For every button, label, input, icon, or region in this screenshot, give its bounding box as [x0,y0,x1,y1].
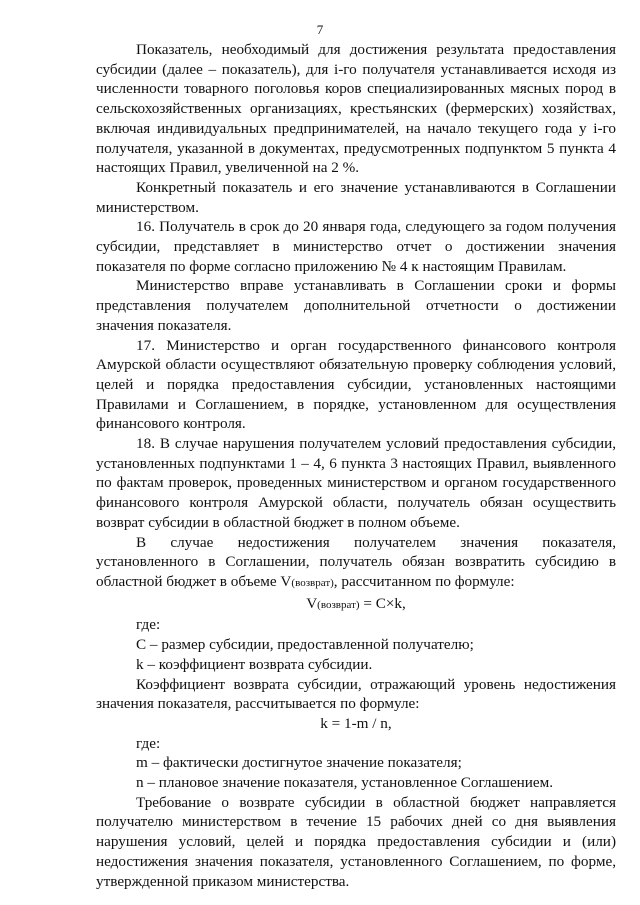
page-number: 7 [316,22,324,37]
definition-k: k – коэффициент возврата субсидии. [136,655,373,673]
definition-n: n – плановое значение показателя, установленное Соглашением. [136,774,554,792]
formula-coefficient: k = 1-m / n, [320,714,392,732]
paragraph-coefficient: Коэффициент возврата субсидии, отражающий уровень недостижения значения показателя, рассчитывается по формуле: [96,675,616,713]
definition-c: C – размер субсидии, предоставленной получателю; [136,636,474,654]
formula-return-v: V [306,594,318,612]
formula-return-subscript: (возврат) [317,598,360,611]
formula-return-rest: = C×k, [359,594,406,612]
paragraph-return-volume-subscript: (возврат) [291,576,334,589]
where-label-2: где: [136,734,161,752]
paragraph-16: 16. Получатель в срок до 20 января года, следующего за годом получения субсидии, представляет в министерство отчет о достижении значения показателя по форме согласно приложению № 4 к настоящим Правилам. [96,218,616,275]
formula-return [96,594,616,616]
paragraph-indicator: Показатель, необходимый для достижения результата предоставления субсидии (далее – показатель), для i-го получателя устанавливается исходя из численности товарного поголовья коров специализированных мясных пород в сельскохозяйственных организациях, крестьянских (фермерских) хозяйствах, включая индивидуальных предпринимателей, на начало текущего года у i-го получателя, указанной в документах, предусмотренных подпунктом 5 пункта 4 настоящих Правил, увеличенной на 2 %. [96,41,616,177]
paragraph-additional-reporting: Министерство вправе устанавливать в Соглашении сроки и формы представления получателем дополнительной отчетности о достижении значения показателя. [96,277,616,334]
document-body [96,40,616,891]
paragraph-17: 17. Министерство и орган государственного финансового контроля Амурской области осуществляют обязательную проверку соблюдения условий, целей и порядка предоставления субсидии, установленных настоящими Правилами и Соглашением, в порядке, установленном для осуществления финансового контроля. [96,336,616,433]
paragraph-return-volume [96,533,616,594]
paragraph-return-volume-text: В случае недостижения получателем значения показателя, установленного в Соглашении, получатель обязан возвратить субсидию в областной бюджет в объеме V [96,533,616,590]
definition-m: m – фактически достигнутое значение показателя; [136,754,462,772]
paragraph-18: 18. В случае нарушения получателем условий предоставления субсидии, установленных подпунктами 1 – 4, 6 пункта 3 настоящих Правил, выявленного по фактам проверок, проведенных министерством и органом государственного финансового контроля Амурской области, получатель обязан осуществить возврат субсидии в областной бюджет в полном объеме. [96,435,616,531]
paragraph-return-demand: Требование о возврате субсидии в областной бюджет направляется получателю министерством в течение 15 рабочих дней со дня выявления нарушения условий, целей и порядка предоставления субсидии и (или) недостижения значения показателя, установленного Соглашением, по форме, утвержденной приказом министерства. [96,793,616,890]
paragraph-return-volume-tail: , рассчитанном по формуле: [333,572,515,590]
paragraph-indicator-agreement: Конкретный показатель и его значение устанавливаются в Соглашении министерством. [96,178,616,216]
where-label-1: где: [136,616,161,634]
